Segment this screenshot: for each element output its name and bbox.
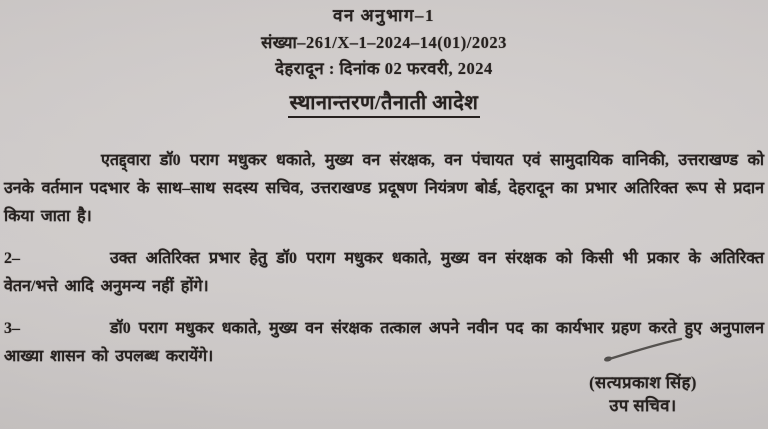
paragraph-3-number: 3–: [4, 320, 20, 337]
reference-number-line: संख्या–261/X–1–2024–14(01)/2023: [261, 33, 507, 52]
signature-block: [520, 336, 766, 417]
place-date-line: देहरादून : दिनांक 02 फरवरी, 2024: [275, 59, 493, 78]
paragraph-1: [4, 147, 764, 231]
paragraph-2: [4, 245, 764, 301]
paragraph-2-text: उक्त अतिरिक्त प्रभार हेतु डॉ0 पराग मधुकर धकाते, मुख्य वन संरक्षक को किसी भी प्रकार के अतिरिक्त वेतन/भत्ते आदि अनुमन्य नहीं होंगे।: [4, 250, 764, 295]
signatory-designation: उप सचिव।: [609, 396, 677, 415]
document-title-text: स्थानान्तरण/तैनाती आदेश: [288, 88, 481, 118]
signature-stroke-icon: [601, 336, 685, 364]
paragraph-2-number: 2–: [4, 250, 20, 267]
paragraph-1-text: एतद्द्वारा डॉ0 पराग मधुकर धकाते, मुख्य वन संरक्षक, वन पंचायत एवं सामुदायिक वानिकी, उत्तराखण्ड को उनके वर्तमान पदभार के साथ–साथ सदस्य सचिव, उत्तराखण्ड प्रदूषण नियंत्रण बोर्ड, देहरादून का प्रभार अतिरिक्त रूप से प्रदान किया जाता है।: [4, 152, 764, 225]
document-title: [0, 88, 768, 118]
paragraph-3-text: डॉ0 पराग मधुकर धकाते, मुख्य वन संरक्षक तत्काल अपने नवीन पद का कार्यभार ग्रहण करते हुए अनुपालन आख्या शासन को उपलब्ध करायेंगे।: [4, 320, 764, 365]
signatory-name: (सत्यप्रकाश सिंह): [589, 373, 697, 392]
section-heading: वन अनुभाग–1: [333, 6, 435, 25]
